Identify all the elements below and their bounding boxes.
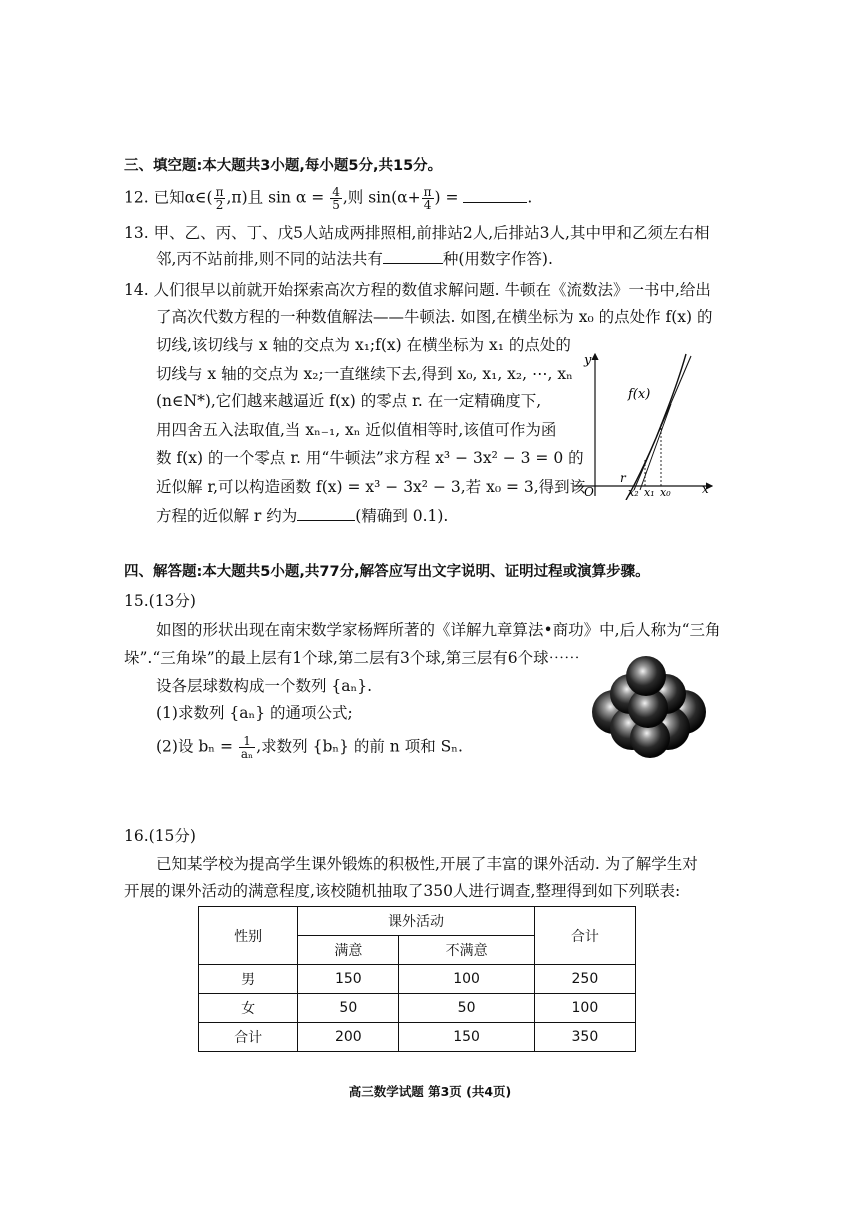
- header-gender: 性别: [199, 907, 298, 965]
- cell-satisfied: 50: [298, 994, 399, 1023]
- row-label: 合计: [199, 1023, 298, 1052]
- q14-line9b: (精确到 0.1).: [355, 507, 449, 525]
- q16-line2: 开展的课外活动的满意程度,该校随机抽取了350人进行调查,整理得到如下列联表:: [124, 882, 681, 900]
- page-footer: 高三数学试题 第3页 (共4页): [348, 1084, 512, 1099]
- r-label: r: [620, 471, 626, 485]
- q13-line2b: 种(用数字作答).: [442, 250, 553, 268]
- q12-frac-4-5: $\frac{4}{5}$: [332, 185, 340, 212]
- q15-line1: 如图的形状出现在南宋数学家杨辉所著的《详解九章算法•商功》中,后人称为“三角: [156, 621, 721, 639]
- q13-line1: 甲、乙、丙、丁、戊5人站成两排照相,前排站2人,后排站3人,其中甲和乙须左右相: [153, 224, 710, 242]
- section3-title: 三、填空题:本大题共3小题,每小题5分,共15分。: [124, 158, 443, 174]
- cell-unsatisfied: 50: [399, 994, 534, 1023]
- q14-line3: 切线,该切线与 x 轴的交点为 x₁;f(x) 在横坐标为 x₁ 的点处的: [156, 336, 571, 354]
- q15-part1: (1)求数列 {aₙ} 的通项公式;: [156, 704, 353, 722]
- header-satisfied: 满意: [298, 936, 399, 965]
- q15-part2: [156, 735, 463, 760]
- ball: [626, 656, 666, 696]
- tangent-at-x0: [634, 356, 691, 490]
- q14-number: 14.: [124, 281, 149, 299]
- q14-answer-blank[interactable]: [297, 506, 355, 521]
- question-12: [124, 186, 532, 211]
- q12-text1: 已知α∈(: [153, 188, 213, 207]
- q12-text4: ) =: [434, 188, 459, 207]
- x1-label: x₁: [644, 486, 655, 499]
- row-label: 男: [199, 965, 298, 994]
- x-axis-label: x: [702, 482, 709, 496]
- q15-line2: 垛”.“三角垛”的最上层有1个球,第二层有3个球,第三层有6个球⋯⋯: [124, 649, 580, 667]
- question-13-line1: [124, 223, 709, 243]
- q15-part2b: ,求数列 {bₙ} 的前 n 项和 Sₙ.: [256, 737, 463, 756]
- newton-method-graph: [568, 348, 716, 500]
- cell-unsatisfied: 150: [399, 1023, 534, 1052]
- cell-unsatisfied: 100: [399, 965, 534, 994]
- question-14-line1: [124, 280, 711, 300]
- x0-label: x₀: [660, 486, 671, 499]
- q15-part2a: (2)设 bₙ =: [156, 737, 233, 756]
- q14-line9a: 方程的近似解 r 约为: [156, 507, 298, 525]
- q12-frac-pi-4: $\frac{\pi}{4}$: [423, 185, 432, 212]
- q13-number: 13.: [124, 224, 149, 242]
- q13-line2a: 邻,丙不站前排,则不同的站法共有: [156, 250, 383, 268]
- table-row: [199, 994, 636, 1023]
- x2-label: x₂: [628, 486, 639, 499]
- q12-text3: ,则 sin(α+: [342, 188, 421, 207]
- q14-line2: 了高次代数方程的一种数值解法——牛顿法. 如图,在横坐标为 x₀ 的点处作 f(x) 的: [156, 308, 713, 326]
- q15-number: 15.(13分): [124, 592, 196, 610]
- y-axis-label: y: [584, 353, 592, 368]
- header-total: 合计: [534, 907, 635, 965]
- cell-total: 100: [534, 994, 635, 1023]
- table-row: [199, 1023, 636, 1052]
- q14-line7: 数 f(x) 的一个零点 r. 用“牛顿法”求方程 x³ − 3x² − 3 = 0 的: [156, 449, 584, 467]
- triangular-ball-stack-image: [588, 654, 710, 760]
- q14-line1: 人们很早以前就开始探索高次方程的数值求解问题. 牛顿在《流数法》一书中,给出: [153, 281, 711, 299]
- q12-answer-blank[interactable]: [463, 188, 527, 203]
- q12-end: .: [527, 188, 533, 207]
- question-13-line2: [156, 249, 553, 269]
- origin-label: O: [584, 485, 594, 499]
- q12-text2: ,π)且 sin α =: [226, 188, 325, 207]
- row-label: 女: [199, 994, 298, 1023]
- q14-line4: 切线与 x 轴的交点为 x₂;一直继续下去,得到 x₀, x₁, x₂, ⋯, xₙ: [156, 365, 573, 383]
- contingency-table: [198, 906, 636, 1052]
- table-row: [199, 965, 636, 994]
- q12-frac-pi-2: $\frac{\pi}{2}$: [215, 185, 224, 212]
- q15-line3: 设各层球数构成一个数列 {aₙ}.: [156, 677, 373, 695]
- q16-number: 16.(15分): [124, 827, 196, 845]
- q12-number: 12.: [124, 188, 149, 207]
- q16-line1: 已知某学校为提高学生课外锻炼的积极性,开展了丰富的课外活动. 为了解学生对: [156, 855, 698, 873]
- q14-line5: (n∈N*),它们越来越逼近 f(x) 的零点 r. 在一定精确度下,: [156, 392, 542, 410]
- q14-line8: 近似解 r,可以构造函数 f(x) = x³ − 3x² − 3,若 x₀ = 3,得到该: [156, 478, 586, 496]
- q13-answer-blank[interactable]: [383, 249, 443, 264]
- q14-line6: 用四舍五入法取值,当 xₙ₋₁, xₙ 近似值相等时,该值可作为函: [156, 421, 557, 439]
- cell-satisfied: 150: [298, 965, 399, 994]
- cell-total: 350: [534, 1023, 635, 1052]
- cell-satisfied: 200: [298, 1023, 399, 1052]
- f-label: f(x): [628, 387, 651, 402]
- cell-total: 250: [534, 965, 635, 994]
- q15-frac-1-an: $\frac{1}{\text{aₙ}}$: [240, 734, 254, 761]
- header-activity: 课外活动: [298, 907, 535, 936]
- header-unsatisfied: 不满意: [399, 936, 534, 965]
- q14-line9: [156, 506, 448, 526]
- section4-title: 四、解答题:本大题共5小题,共77分,解答应写出文字说明、证明过程或演算步骤。: [124, 564, 650, 580]
- function-curve: [626, 354, 686, 500]
